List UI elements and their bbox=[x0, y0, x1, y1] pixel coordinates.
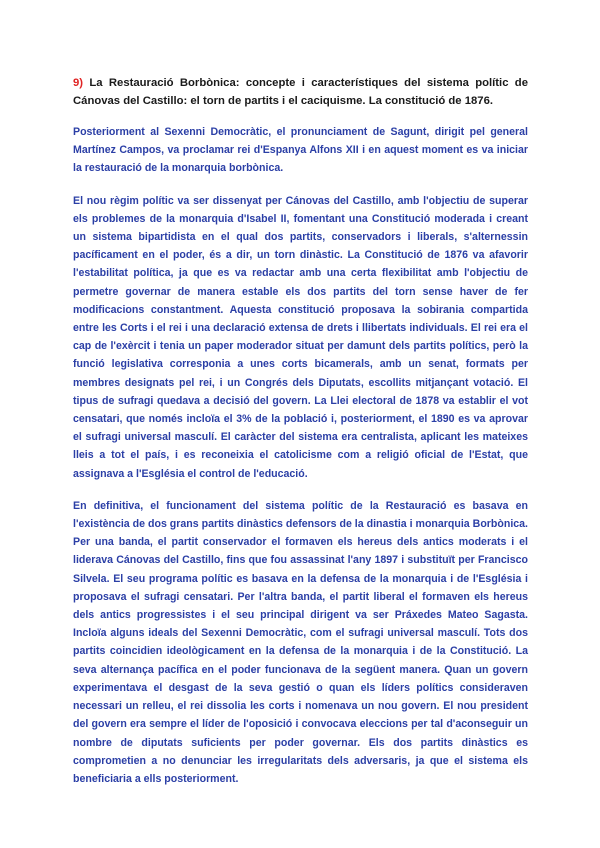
section-heading bbox=[73, 74, 528, 110]
paragraph-constitution: El nou règim polític va ser dissenyat per Cánovas del Castillo, amb l'objectiu de superar els problemes de la monarquia d'Isabel II, fomentant una Constitució moderada i creant un sistema bipartidista en el qual dos partits, conservadors i liberals, s'alternessin pacíficament en el poder, és a dir, un torn dinàstic. La Constitució de 1876 va afavorir l'estabilitat política, ja que es va redactar amb una certa flexibilitat amb l'objectiu de permetre governar de manera estable els dos partits del torn sense haver de fer modificacions constantment. Aquesta constitució proposava la sobirania compartida entre les Corts i el rei i una declaració extensa de drets i llibertats individuals. El rei era el cap de l'exèrcit i tenia un paper moderador situat per damunt dels partits polítics, però la funció legislativa corresponia a unes corts bicamerals, amb un senat, formats per membres designats pel rei, i un Congrés dels Diputats, escollits mitjançant votació. El tipus de sufragi quedava a decisió del govern. La Llei electoral de 1878 va establir el vot censatari, que només incloïa el 3% de la població i, posteriorment, el 1890 es va aprovar el sufragi universal masculí. El caràcter del sistema era centralista, aplicant les mateixes lleis a tot el país, i es reconeixia el catolicisme com a religió oficial de l'Estat, que assignava a l'Església el control de l'educació. bbox=[73, 194, 528, 480]
paragraph-party-system: En definitiva, el funcionament del sistema polític de la Restauració es basava en l'existència de dos grans partits dinàstics defensors de la dinastia i monarquia Borbònica. Per una banda, el partit conservador el formaven els hereus dels antics moderats i el liderava Cánovas del Castillo, fins que fou assassinat l'any 1897 i substituït per Francisco Silvela. El seu programa polític es basava en la defensa de la monarquia i de l'Església i proposava el sufragi censatari. Per l'altra banda, el partit liberal el formaven els hereus dels antics progressistes i el seu principal dirigent va ser Práxedes Mateo Sagasta. Incloïa alguns ideals del Sexenni Democràtic, com el sufragi universal masculí. Tots dos partits coincidien ideològicament en la defensa de la monarquia i de la Constitució. La seva alternança pacífica en el poder funcionava de la següent manera. Quan un govern experimentava el desgast de la seva gestió o quan els líders polítics consideraven necessari un relleu, el rei dissolia les corts i nomenava un nou govern. El nou president del govern era sempre el líder de l'oposició i convocava eleccions per tal d'aconseguir un nombre de diputats suficients per poder governar. Els dos partits dinàstics es comprometien a no denunciar les irregularitats dels adversaris, ja que el sistema els beneficiaria a ells posteriorment. bbox=[73, 499, 528, 785]
section-number: 9) bbox=[73, 77, 84, 89]
section-title: La Restauració Borbònica: concepte i característiques del sistema polític de Cánovas del Castillo: el torn de partits i el caciquisme. La constitució de 1876. bbox=[73, 77, 528, 107]
paragraph-intro: Posteriorment al Sexenni Democràtic, el pronunciament de Sagunt, dirigit pel general Martínez Campos, va proclamar rei d'Espanya Alfons XII i en aquest moment es va iniciar la restauració de la monarquia borbònica. bbox=[73, 126, 528, 175]
